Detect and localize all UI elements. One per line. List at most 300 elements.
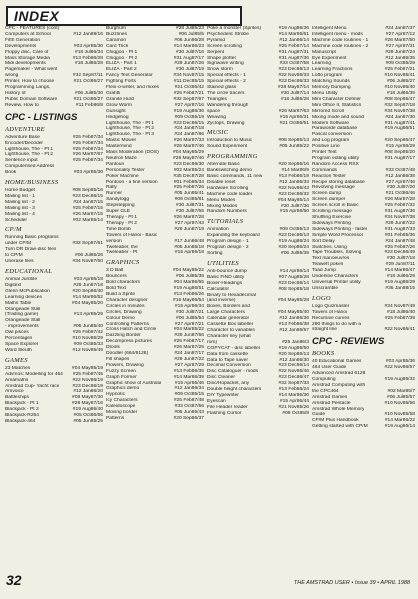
entry-title: Teaweft pokes — [312, 262, 344, 268]
entry-title: Word Sleuth — [5, 347, 32, 353]
entry-title: Build a Sprite — [106, 291, 136, 297]
entry-title: 3 D Ball — [106, 268, 124, 274]
entry-title: Weaving — [207, 114, 226, 120]
entry-title: Chiqgoo - Pt 2 — [106, 55, 138, 61]
entry-reference: #18 Jul86/34 — [74, 49, 103, 55]
entry-reference: #14 Mar86/22 — [384, 418, 415, 424]
entry-reference: #21 Oct86/42 — [174, 85, 204, 91]
entry-title: Lighthouse, The - Pt 2 — [5, 152, 54, 158]
entry-title: (Trading game) — [5, 312, 39, 318]
entry-reference: #34 Nov87/50 — [72, 259, 103, 265]
entry-reference: #29 Jun87/26 — [174, 61, 204, 67]
entry-reference: #22 Nov86/57 — [384, 365, 415, 371]
entry-reference: #19 Aug86/29 — [384, 279, 415, 285]
entry-title: Burghurn — [106, 26, 127, 31]
entry-reference: #12 Jan86/14 — [279, 37, 309, 43]
entry-reference: #08 Sep85/16 — [72, 188, 103, 194]
entry-reference: #11 Feb86/8 — [75, 102, 103, 108]
entry-title: Mini Office II, Statistics — [312, 102, 362, 108]
entry-title: Manuscript — [312, 49, 336, 55]
entry-title: Menu Modes — [207, 197, 236, 203]
entry-title: Data from cassette — [207, 351, 249, 357]
entry-reference: #22 Nov86/33 — [278, 73, 309, 79]
entry-title: Advmos: Modelling for 464 — [5, 371, 63, 377]
entry-title: Double height characters — [207, 387, 262, 393]
entry-title: Mass Storage Media — [5, 55, 50, 61]
entry-reference: #03 Apr85/30 — [73, 170, 103, 176]
entry-reference: #23 Dec86/13 — [278, 67, 309, 73]
entry-title: DIY Typewriter — [207, 392, 239, 398]
entry-title: Sound Experiment — [207, 144, 248, 150]
subsection-heading: ADVENTURE — [5, 125, 45, 133]
entry-title: to CP/M — [5, 253, 23, 259]
entry-reference: #10 Nov85/29 — [72, 336, 103, 342]
entry-title: ELIZA - Part 1 — [106, 61, 137, 67]
entry-reference: #30 Jul87/16 — [175, 49, 204, 55]
entry-reference: #12 Nov85/49 — [72, 347, 103, 353]
entry-title: Switches, Using — [312, 244, 347, 250]
entry-reference: #21 Nov85/26 — [278, 404, 309, 410]
entry-reference: #26 Mar87/63 — [278, 108, 309, 114]
entry-reference: #30 Jul87/21 — [175, 309, 204, 315]
entry-reference: #04 May85/28 — [278, 298, 309, 304]
entry-reference: #25 Feb87/32 — [384, 203, 415, 209]
entry-title: Amstrad Games — [312, 394, 348, 400]
entry-title: straight line — [312, 327, 338, 333]
entry-title: Space Explorer — [5, 341, 39, 347]
entry-reference: #29 Jun87/22 — [385, 220, 415, 226]
entry-title: Mastic Mower — [106, 138, 137, 144]
entry-title: Memory Dumping — [312, 85, 351, 91]
entry-reference: #29 Jun87/18 — [73, 282, 103, 288]
entry-reference: #25 Feb87/34 — [72, 146, 103, 152]
entry-reference: #32 Sep87/67 — [173, 96, 204, 102]
entry-reference: #23 Dec86/33 — [278, 79, 309, 85]
entry-reference: #28 May87/16 — [72, 401, 103, 407]
subsection-heading: EDUCATIONAL — [5, 268, 53, 275]
entry-reference: #25 Feb87/17 — [173, 339, 204, 345]
entry-reference: #31 Aug87/31 — [278, 49, 309, 55]
entry-title: Bouncers — [106, 274, 127, 280]
entry-title: Character key (what — [207, 333, 251, 339]
entry-reference: #20 Sep86/47 — [384, 138, 415, 144]
entry-reference: #27 Apr87/46 — [385, 179, 415, 185]
entry-title: Bankswitching demo — [207, 168, 252, 174]
index-column-3 — [207, 26, 309, 560]
entry-title: Amamaths — [5, 377, 29, 383]
entry-reference: #17 Jun86/48 — [174, 238, 204, 244]
index-entry — [312, 286, 415, 292]
entry-title: Graph Former — [106, 374, 137, 380]
entry-reference: #24 Jan87/86 — [174, 132, 204, 138]
entry-title: Getting started with CP/M — [312, 424, 368, 430]
entry-reference: #24 Jan87/30 — [385, 114, 415, 120]
entry-title: Boxes, Borders and — [207, 304, 250, 310]
entry-title: Mailing list - 1 — [5, 193, 35, 199]
entry-title: Flashing Cursor — [207, 410, 242, 416]
entry-title: Poke a monster (Sprites) — [207, 26, 262, 31]
entry-title: Disc Cleaner — [207, 375, 235, 381]
entry-reference: #26 Mar87/67 — [72, 152, 103, 158]
entry-title: Mass Moderation (DOS) — [106, 150, 159, 156]
entry-reference: #26 Mar87/33 — [173, 138, 204, 144]
index-entry — [207, 209, 309, 215]
entry-title: Positive Line — [312, 144, 340, 150]
entry-title: Eye Experiment — [312, 55, 347, 61]
entry-reference: #23 Dec86/15 — [173, 120, 204, 126]
entry-title: Character designer — [106, 297, 148, 303]
index-entry — [312, 327, 415, 333]
entry-reference: #34 Nov87/38 — [384, 215, 415, 220]
entry-reference: #27 Apr87/31 — [385, 43, 415, 49]
entry-title: Disable reset — [207, 179, 236, 185]
entry-reference: #15 Apr86/29 — [385, 144, 415, 150]
entry-reference: #28 May87/14 — [278, 85, 309, 91]
entry-title: Disc Cataloguer - mods — [207, 369, 259, 375]
entry-reference: #04 May85/40 — [278, 310, 309, 316]
entry-reference: #03 Apr85/36 — [385, 359, 415, 365]
entry-title: Lighthouse, The - Pt 1 — [5, 146, 54, 152]
entry-reference: #19 Aug86/36 — [278, 26, 309, 31]
entry-reference: #31 Aug87/36 — [384, 209, 415, 215]
entry-title: Printer, How to choose — [5, 79, 55, 85]
entry-title: Guide — [312, 412, 326, 418]
entry-reference: #09 Oct85/33 — [73, 341, 103, 347]
entry-reference: #26 Mar87/46 — [173, 144, 204, 150]
entry-title: Amstrad Computing with — [312, 382, 366, 388]
entry-title: Sideways Printing — [312, 220, 351, 226]
entry-reference: #19 Aug86/32 — [384, 377, 415, 383]
section-heading: CPC - REVIEWS — [312, 336, 385, 348]
entry-reference: #27 Apr87/12 — [385, 31, 415, 37]
entry-title: Psychedelic Strobe — [207, 31, 249, 37]
entry-title: Gunsight — [106, 108, 126, 114]
subsection-heading: MUSIC — [207, 129, 229, 137]
entry-title: Large Characters — [207, 310, 245, 316]
entry-title: Sort Delay — [312, 238, 335, 244]
entry-reference: #05 Jun85/43 — [174, 410, 204, 416]
entry-title: Glenn McPublication — [5, 288, 50, 294]
entry-title: ELIZA - Part 2 — [106, 67, 137, 73]
entry-title: Mixing Modes — [207, 203, 238, 209]
entry-reference: #32 Sep87/33 — [278, 381, 309, 387]
entry-title: Amstrad Whole Memory — [312, 406, 365, 412]
entry-reference: #11 Dec85/15 — [173, 79, 204, 85]
index-entry — [106, 416, 204, 422]
entry-title: Cross Hatch and Circle — [106, 327, 157, 333]
entry-reference: #02 Mar85/7 — [387, 388, 415, 394]
entry-reference: #15 Apr86/31 — [279, 114, 309, 120]
entry-reference: #26 Mar87/25 — [173, 345, 204, 351]
entry-reference: #06 Jun86/28 — [174, 37, 204, 43]
entry-reference: #04 May85/22 — [173, 268, 204, 274]
entry-title: Fifth Generation — [5, 37, 41, 43]
index-entry — [207, 411, 309, 417]
entry-title: Card Trick — [106, 43, 129, 49]
entry-reference: #21 Oct86/27 — [73, 79, 103, 85]
entry-title: Lighthouse, The - Pt 2 — [106, 126, 155, 132]
entry-reference: #22 Nov86/41 — [384, 327, 415, 333]
entry-reference: #09 Oct85/19 — [174, 114, 204, 120]
entry-reference: #05 Jun85/25 — [73, 418, 103, 424]
entry-reference: #35 Dec87/28 — [173, 173, 204, 179]
entry-title: Anti-bounce dump — [207, 268, 247, 274]
entry-reference: #32 Sep87/11 — [72, 73, 103, 79]
entry-title: Super GLE — [106, 209, 131, 215]
entry-title: Granite Hurd — [106, 96, 134, 102]
entry-title: The circle tracers — [207, 90, 245, 96]
entry-title: Encoder/Decoder — [5, 140, 44, 146]
entry-reference: #30 Jul87/19 — [175, 67, 204, 73]
entry-title: Orangeade Stall — [5, 318, 41, 324]
entry-reference: #33 Oct87/58 — [279, 61, 309, 67]
index-entry — [207, 121, 309, 127]
entry-reference: #06 Jul85/39 — [280, 251, 309, 256]
entry-title: Time Bomb — [106, 226, 131, 232]
entry-title: Pascal conversion — [312, 132, 352, 138]
entry-reference: #14 Mar86/23 — [173, 43, 204, 49]
entry-reference: #08 Sep85/13 — [278, 138, 309, 144]
entry-title: Review, How to — [5, 102, 39, 108]
entry-title: Scheduler — [5, 217, 28, 223]
magazine-footer: THE AMSTRAD USER • Issue 39 • APRIL 1988 — [293, 580, 410, 586]
entry-title: Mirrored Scroll — [312, 108, 344, 114]
entry-title: Pantoun — [106, 161, 125, 167]
entry-reference: #13 Feb86/26 — [173, 291, 204, 297]
entry-reference: #23 Dec86/47 — [278, 375, 309, 381]
entry-reference: #09 Oct85/81 — [174, 197, 204, 203]
entry-title: Unscramble — [312, 285, 339, 291]
entry-title: Tweleaber, the — [106, 244, 138, 250]
entry-reference: #21 Oct86/51 — [279, 120, 309, 126]
entry-title: Battleships — [5, 395, 29, 401]
entry-reference: #29 Jun87/11 — [385, 262, 415, 268]
entry-title: Pontoon - a fine version — [106, 179, 158, 185]
entry-reference: #30 Jul87/55 — [175, 209, 204, 215]
entry-title: Sorting — [207, 251, 223, 256]
entry-reference: #10 Nov85/40 — [384, 85, 415, 91]
entry-reference: #20 Sep86/13 — [278, 351, 309, 357]
entry-reference: #24 Jan87/48 — [385, 238, 415, 244]
entry-title: Circles, Drawing — [106, 309, 142, 315]
entry-title: Modem Software — [312, 120, 349, 126]
section-heading: CPC - LISTINGS — [5, 111, 78, 123]
entry-reference: #30 Jul87/14 — [280, 90, 309, 96]
entry-reference: #30 Jul87/18 — [386, 256, 415, 262]
entry-reference: #10 Nov85/41 — [384, 73, 415, 79]
entry-title: Dazzling Border — [106, 333, 141, 339]
entry-title: Computers at School — [5, 31, 51, 37]
entry-reference: #08 Sep85/20 — [384, 150, 415, 156]
entry-reference: #06 Jul85/57 — [386, 394, 415, 400]
entry-title: Running Basic programs — [5, 235, 59, 241]
entry-reference: #20 Sep86/24 — [278, 245, 309, 251]
entry-title: Moving border — [106, 410, 138, 416]
entry-title: Blackjack-R264 — [5, 413, 39, 419]
entry-reference: #05 Jun85/40 — [73, 324, 103, 330]
entry-title: Eyescan — [207, 398, 226, 404]
index-entry — [5, 419, 103, 425]
entry-reference: #25 Feb87/48 — [173, 398, 204, 404]
entry-title: Runner — [106, 191, 123, 197]
entry-reference: #26 Mar87/28 — [384, 197, 415, 203]
entry-title: Universal Printer utility — [312, 279, 361, 285]
entry-title: Mastermind — [106, 144, 132, 150]
subsection-heading: LOGO — [312, 294, 331, 302]
entry-reference: #10 Nov85/56 — [384, 400, 415, 406]
entry-title: Blackjack - Pt 1 — [5, 401, 39, 407]
entry-reference: #10 Nov85/58 — [384, 412, 415, 418]
entry-title: Paraworde database — [312, 126, 358, 132]
entry-reference: #14 Mar86/39 — [173, 374, 204, 380]
entry-title: Amvoice — [5, 389, 24, 395]
entry-reference: #27 Apr87/29 — [174, 362, 204, 368]
entry-title: version — [106, 238, 122, 244]
entry-reference: #29 Jun87/24 — [385, 49, 415, 55]
entry-title: Bold characters — [106, 280, 140, 286]
entry-reference: #26 Mar87/15 — [72, 211, 103, 217]
entry-title: Machine code loader — [207, 191, 253, 197]
entry-title: Boxer-Headings — [207, 280, 243, 286]
entry-title: Binary to Hexadecimal — [207, 292, 256, 298]
entry-reference: #34 Nov87/49 — [384, 303, 415, 309]
index-entry — [207, 251, 309, 257]
entry-title: Sandylogg — [106, 197, 130, 203]
index-entry — [312, 424, 415, 430]
entry-title: Wandering through — [207, 102, 249, 108]
entry-title: File Header reader — [207, 404, 248, 410]
entry-title: Computerised Address — [5, 164, 55, 170]
entry-title: Blackjack - Pt 2 — [5, 407, 39, 413]
entry-reference: #18 Jul86/29 — [386, 274, 415, 280]
entry-reference: #06 Jul85/5 — [178, 31, 204, 37]
entry-title: Controlling Patterns — [106, 321, 149, 327]
entry-title: 40 Educational Games — [312, 359, 362, 365]
entry-reference: #05 Jun85/41 — [174, 191, 204, 197]
subsection-heading: UTILITIES — [207, 259, 239, 267]
entry-title: wrong — [5, 73, 19, 79]
entry-reference: #30 Jul87/36 — [280, 203, 309, 209]
entry-reference: #29 Jun87/22 — [174, 356, 204, 362]
subsection-heading: HOME/BUSINESS — [5, 179, 59, 187]
entry-reference: #25 Feb87/21 — [384, 67, 415, 73]
entry-title: CP/M Plus Handbook — [312, 418, 359, 424]
entry-title: Therapy - Pt 1 — [106, 215, 137, 220]
entry-reference: #04 May85/29 — [173, 150, 204, 156]
entry-title: Mailing list - 2 — [5, 199, 35, 205]
entry-reference: #09 Oct85/15 — [174, 392, 204, 398]
entry-reference: #19 Aug86/51 — [384, 126, 415, 132]
entry-title: Programming Langs, — [5, 85, 51, 91]
entry-reference: #09 Oct85/13 — [279, 227, 309, 233]
entry-reference: #26 Mar87/50 — [384, 37, 415, 43]
entry-title: Menu Utility — [312, 90, 338, 96]
entry-title: Commands — [312, 167, 338, 173]
entry-reference: #06 Jul85/54 — [175, 315, 204, 321]
entry-title: Graphic show of Australia — [106, 380, 162, 386]
entry-reference: #12 Jan86/38 — [385, 173, 415, 179]
entry-reference: #28 May87/40 — [173, 155, 204, 161]
entry-reference: #15 Apr86/44 — [279, 398, 309, 404]
entry-title: Logo Quizmaster — [312, 303, 350, 309]
entry-title: Learning Fractions — [312, 67, 353, 73]
entry-title: Program editing utility — [312, 155, 360, 161]
entry-title: Stained glass — [207, 85, 237, 91]
entry-reference: #25 Feb87/39 — [384, 315, 415, 321]
entry-title: Learning — [312, 61, 332, 67]
entry-title: Decompress pictures — [106, 339, 152, 345]
entry-title: Developments — [5, 43, 37, 49]
entry-reference: #12 Jan86/30 — [279, 357, 309, 363]
subsection-heading: TUTORIALS — [207, 218, 244, 226]
entry-title: Signwave writing — [207, 61, 244, 67]
entry-reference: #12 Jan86/57 — [279, 327, 309, 333]
entry-title: Learning devices — [5, 294, 42, 300]
entry-reference: #25 Feb87/26 — [173, 185, 204, 191]
entry-reference: #25 Jan86/3 — [282, 339, 309, 345]
entry-title: Lighthouse, The - Pt 3 — [106, 132, 155, 138]
subsection-heading: PROGRAMMING — [207, 153, 258, 161]
entry-title: Fighting Forts — [106, 79, 136, 85]
entry-title: Kaleidoscope — [106, 404, 136, 410]
entry-title: Screen scroll in Basic — [312, 203, 359, 209]
entry-reference: #33 Oct87/48 — [385, 167, 415, 173]
entry-reference: #03 Apr85/18 — [73, 277, 103, 282]
entry-title: Toad Jump — [312, 268, 336, 274]
entry-reference: #25 Feb87/21 — [173, 90, 204, 96]
entry-reference: #05 Oct86/66 — [73, 413, 103, 419]
entry-reference: #25 Feb87/15 — [72, 205, 103, 211]
entry-title: under CP/M — [5, 241, 32, 247]
entry-reference: #24 Jan87/15 — [73, 199, 103, 205]
entry-reference: #07 Aug85/28 — [278, 274, 309, 280]
entry-reference: #09 Oct85/29 — [385, 61, 415, 67]
entry-title: 290 things to do with a — [312, 321, 361, 327]
entry-reference: #18 Jul86/28 — [280, 96, 309, 102]
entry-title: Patterns — [106, 416, 125, 421]
entry-title: Home Budget — [5, 188, 35, 194]
entry-reference: #19 Aug86/36 — [173, 108, 204, 114]
index-entry — [5, 348, 103, 354]
index-title: INDEX — [6, 6, 242, 26]
entry-reference: #27 Apr87/43 — [174, 220, 204, 226]
entry-title: - improvements — [5, 324, 39, 330]
entry-title: (and inverse) — [207, 298, 236, 304]
entry-reference: #18 Jul86/40 — [386, 309, 415, 315]
entry-title: Screen scrolling — [207, 43, 242, 49]
entry-title: 464 User Guide — [312, 365, 347, 371]
entry-reference: #15 Apr86/50 — [279, 209, 309, 215]
entry-reference: #01 Feb85/34 — [173, 179, 204, 185]
entry-title: Hedgehog — [106, 114, 129, 120]
entry-reference: #33 Oct87/56 — [174, 404, 204, 410]
entry-title: Turn DR Draw-disc files — [5, 247, 57, 253]
entry-title: Serpent — [207, 49, 225, 55]
entry-reference: #27 Apr87/21 — [174, 321, 204, 327]
entry-title: Owl pisces — [5, 330, 29, 336]
entry-title: Pagemaker - What went — [5, 67, 58, 73]
entry-title: the CPC464 — [312, 388, 339, 394]
entry-title: Circles in minutes — [106, 303, 145, 309]
entry-title: Pyramid — [207, 37, 225, 43]
entry-reference: #22 Nov86/19 — [72, 377, 103, 383]
entry-reference: #14 Mar86/9 — [281, 168, 309, 174]
entry-reference: #12 Jan86/34 — [174, 386, 204, 392]
entry-title: Snow storm — [207, 67, 233, 73]
entry-reference: #25 Feb87/45 — [72, 371, 103, 377]
index-entry — [207, 144, 309, 150]
entry-reference: #25 Feb87/34 — [72, 140, 103, 146]
